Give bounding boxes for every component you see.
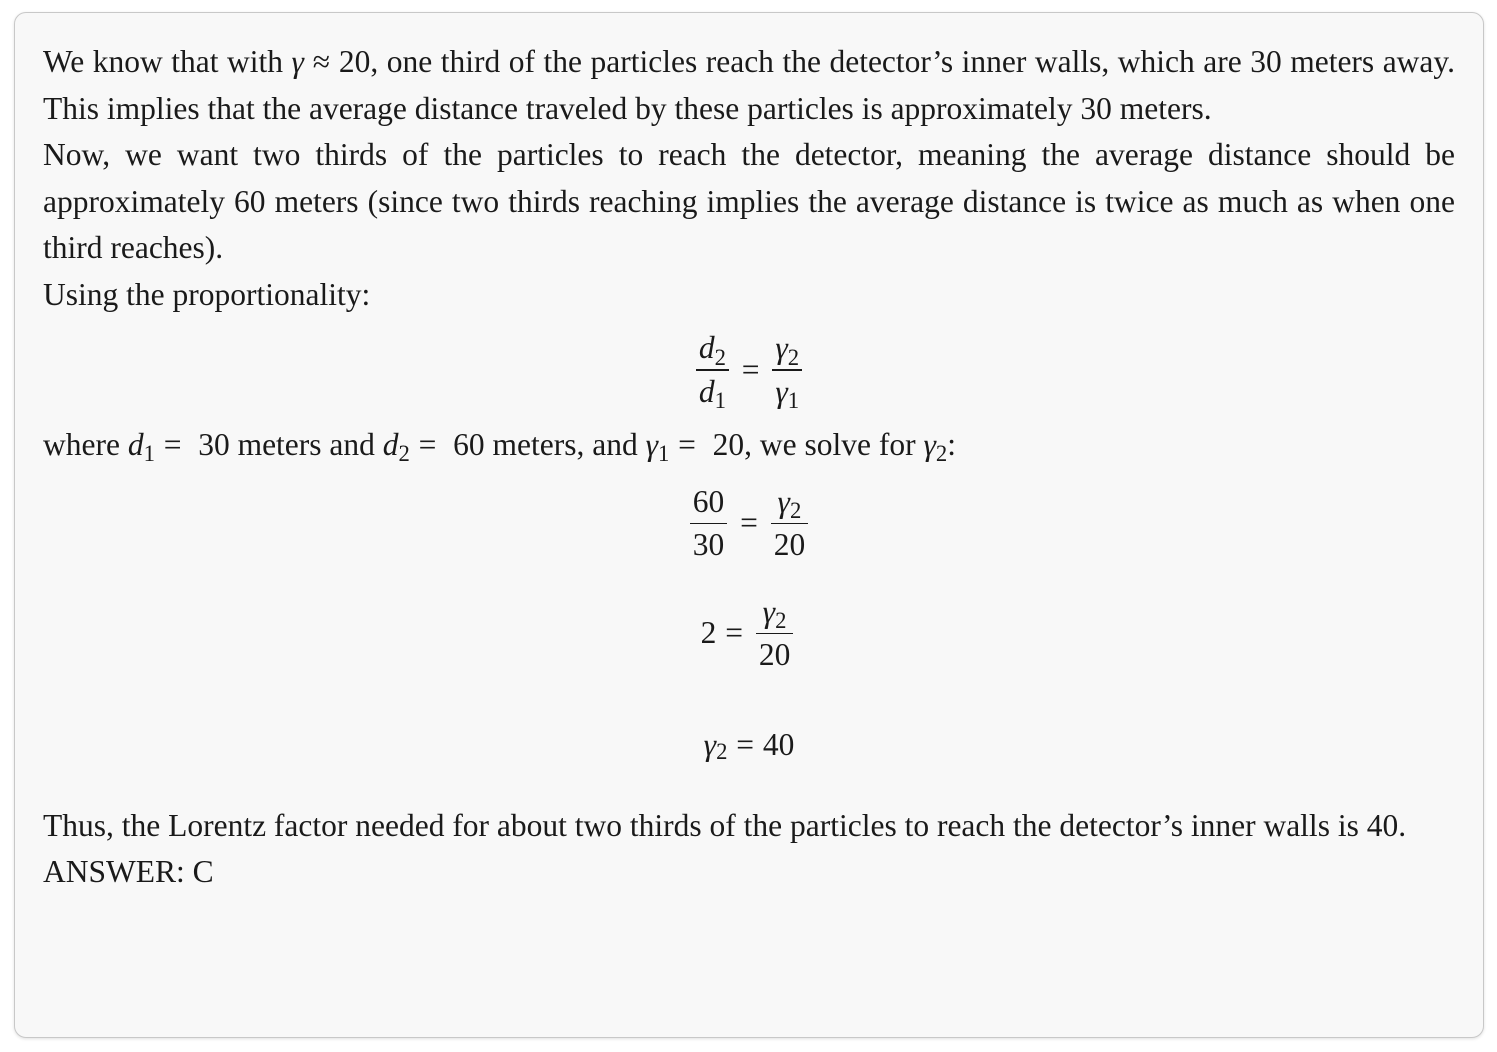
- equation-substitution: $\frac{60}{30}$ = $\frac{\gamma_2}{20}$: [43, 469, 1455, 579]
- paragraph-conclusion: Thus, the Lorentz factor needed for about two thirds of the particles to reach the detector’s inner walls is 40.: [43, 807, 1407, 843]
- fraction-60-30: $\frac{60}{30}$: [690, 481, 728, 567]
- equation-result: γ 2 = 40: [703, 727, 795, 764]
- equation-simplified: 2 = $\frac{\gamma_2}{20}$: [43, 579, 1455, 689]
- fraction-gamma: $\frac{\gamma_2}{\gamma_1}$: [772, 327, 802, 413]
- fraction-gamma2-20: $\frac{\gamma_2}{20}$: [771, 481, 809, 567]
- paragraph-where: where $d_1 = 30$ meters and $d_2 = 60$ meters, and $\gamma_1 = 20$, we solve for $\gamma_2$:: [43, 427, 956, 467]
- equation-ratio: $\frac{d_2}{d_1}$ = $\frac{\gamma_2}{\gamma_1}$: [43, 318, 1455, 422]
- fraction-gamma2-20-b: $\frac{\gamma_2}{20}$: [756, 591, 794, 677]
- paragraph-proportionality: Using the proportionality:: [43, 276, 371, 312]
- paragraph-intro: We know that with γ ≈ 20, one third of the particles reach the detector’s inner walls, which are 30 meters away. This implies that the average distance traveled by these particles is approximately 30 meters.: [43, 44, 1455, 126]
- fraction-d: $\frac{d_2}{d_1}$: [696, 327, 729, 413]
- paragraph-goal: Now, we want two thirds of the particles to reach the detector, meaning the average distance should be approximately 60 meters (since two thirds reaching implies the average distance is twice as much as when one third reaches).: [43, 137, 1455, 265]
- answer-line: ANSWER: C: [43, 854, 214, 889]
- document-card: [14, 12, 1484, 1038]
